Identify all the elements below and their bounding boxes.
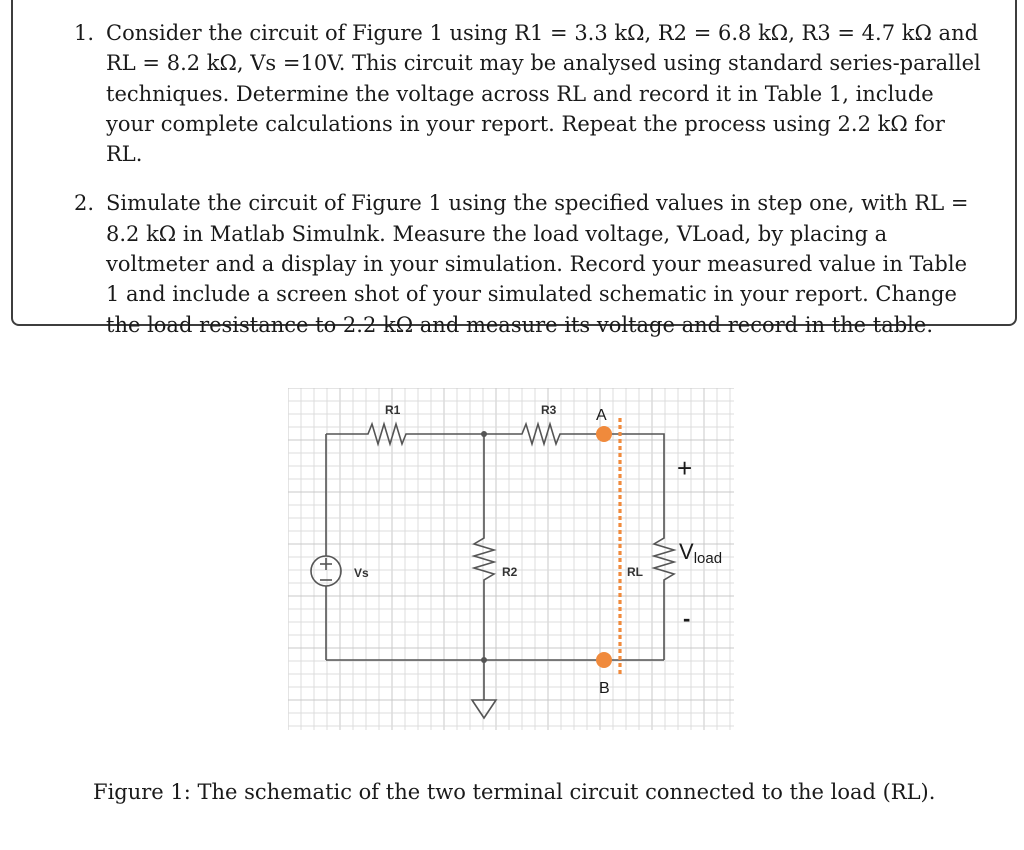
vload-sub: load <box>693 550 723 567</box>
instruction-list <box>0 18 1024 340</box>
label-node-b: B <box>599 680 610 697</box>
label-r1: R1 <box>385 403 401 417</box>
vload-main: V <box>679 539 694 564</box>
wire-r2 <box>474 434 494 660</box>
figure-caption: Figure 1: The schematic of the two terminal circuit connected to the load (RL). <box>93 780 936 804</box>
step-number: 1. <box>74 21 95 45</box>
grid <box>288 388 734 730</box>
step-text: Consider the circuit of Figure 1 using R1 = 3.3 kΩ, R2 = 6.8 kΩ, R3 = 4.7 kΩ and RL = 8.2 kΩ, Vs =10V. This circuit may be analysed using standard series-parallel techniques. Determine the voltage across RL and record it in Table 1, include your complete calculations in your report. Repeat the process using 2.2 kΩ for RL. <box>106 21 981 167</box>
junction-top <box>481 431 487 437</box>
step-text: Simulate the circuit of Figure 1 using the specified values in step one, with RL = 8.2 kΩ in Matlab Simulnk. Measure the load voltage, VLoad, by placing a voltmeter and a display in your simulation. Record your measured value in Table 1 and include a screen shot of your simulated schematic in your report. Change the load resistance to 2.2 kΩ and measure its voltage and record in the table. <box>106 191 969 337</box>
junction-bottom <box>481 657 487 663</box>
label-vload <box>679 539 722 567</box>
label-vs: Vs <box>354 566 369 580</box>
circuit-schematic <box>288 388 734 730</box>
circuit-figure <box>288 388 734 734</box>
label-r2: R2 <box>502 565 518 579</box>
label-minus: - <box>683 606 691 631</box>
terminal-b <box>596 652 612 668</box>
label-r3: R3 <box>541 403 557 417</box>
source-polarity <box>320 558 332 580</box>
label-rl: RL <box>627 565 643 579</box>
terminal-a <box>596 426 612 442</box>
ground-symbol <box>472 700 496 718</box>
label-plus: + <box>677 453 693 483</box>
step-number: 2. <box>74 191 95 216</box>
wire-rl <box>654 446 674 660</box>
instruction-step-1 <box>0 18 1024 169</box>
label-node-a: A <box>596 407 607 424</box>
instruction-step-2 <box>0 188 1024 339</box>
